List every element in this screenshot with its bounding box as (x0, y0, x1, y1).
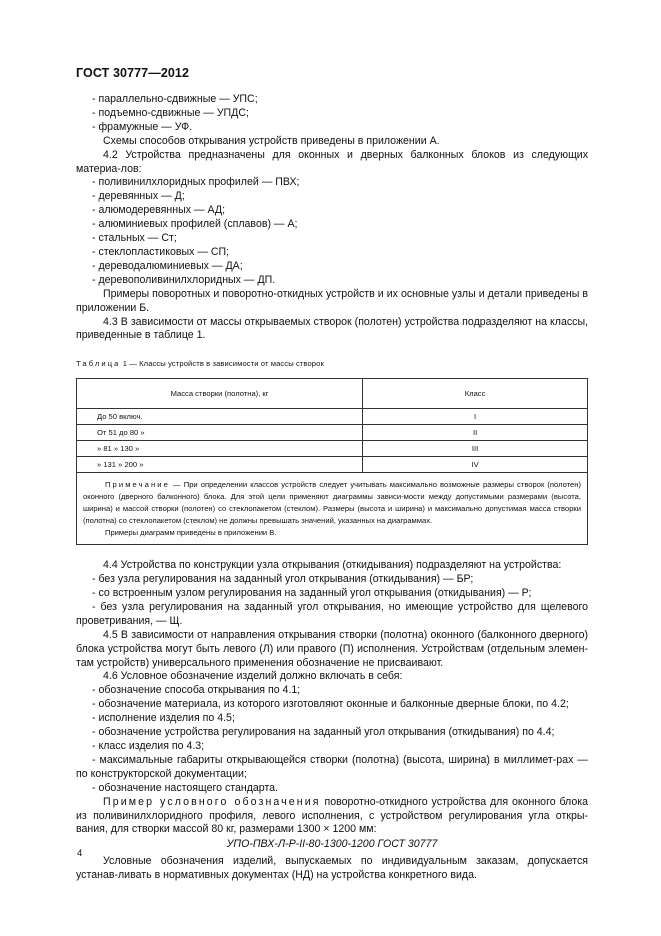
cell-mass: » 131 » 200 » (77, 457, 363, 473)
list-item: - обозначение настоящего стандарта. (92, 781, 279, 794)
note-label: Примечание (105, 480, 170, 490)
list-item: - без узла регулирования на заданный угол открывания, но имеющие устройство для щелевого проветривания, — Щ. (76, 600, 588, 627)
table-row (77, 457, 588, 473)
example-paragraph (76, 796, 588, 838)
document-header: ГОСТ 30777—2012 (76, 66, 190, 80)
list-item: - дереводалюминиевых — ДА; (92, 259, 243, 272)
table-caption (76, 357, 588, 371)
example-text: поворотно-откидного устройства для оконного блока из поливинилхлоридного профиля, левого исполнения, с устройством регулирования угла откры-вания, для створки массой 80 кг, размерами 1300 × 1200 мм: (76, 795, 588, 836)
cell-mass: До 50 включ. (77, 409, 363, 425)
table-header-row (77, 379, 588, 409)
list-item: - деревянных — Д; (92, 190, 185, 203)
cell-mass: » 81 » 130 » (77, 441, 363, 457)
cell-class: IV (363, 457, 588, 473)
cell-class: III (363, 441, 588, 457)
table-row (77, 441, 588, 457)
document-body (76, 93, 588, 883)
list-item: - со встроенным узлом регулирования на заданный угол открывания (откидывания) — Р; (92, 587, 532, 600)
cell-class: II (363, 425, 588, 441)
list-item: - максимальные габариты открывающейся створки (полотна) (высота, ширина) в миллимет-рах — по конструкторской документации; (76, 753, 588, 780)
note-text-2: Примеры диаграмм приведены в приложении В. (105, 528, 277, 538)
list-item: - алюмодеревянных — АД; (92, 204, 226, 217)
paragraph-examples: Примеры поворотных и поворотно-откидных устройств и их основные узлы и детали приведены в приложении Б. (76, 287, 588, 314)
list-item: - обозначение материала, из которого изготовляют оконные и балконные дверные блоки, по 4.2; (92, 698, 569, 711)
paragraph-4-6: 4.6 Условное обозначение изделий должно включать в себя: (103, 670, 403, 683)
page-number: 4 (77, 848, 83, 859)
paragraph-4-3: 4.3 В зависимости от массы открываемых створок (полотен) устройства подразделяют на классы, приведенные в таблице 1. (76, 315, 588, 342)
table-row (77, 409, 588, 425)
list-item: - фрамужные — УФ. (92, 120, 193, 133)
table-caption-text: 1 — Классы устройств в зависимости от массы створок (122, 359, 324, 369)
cell-mass: От 51 до 80 » (77, 425, 363, 441)
list-item: - обозначение способа открывания по 4.1; (92, 684, 301, 697)
example-label: Пример условного обозначения (103, 795, 321, 808)
table-note (77, 473, 588, 545)
paragraph-4-2: 4.2 Устройства предназначены для оконных и дверных балконных блоков из следующих материа-лов: (76, 148, 588, 175)
list-item: - стеклопластиковых — СП; (92, 245, 230, 258)
table-note-row (77, 473, 588, 545)
list-item: - обозначение устройства регулирования на заданный угол открывания (откидывания) по 4.4; (92, 726, 555, 739)
column-header-mass: Масса створки (полотна), кг (77, 379, 363, 409)
cell-class: I (363, 409, 588, 425)
list-item: - подъемно-сдвижные — УПДС; (92, 106, 249, 119)
list-item: - исполнение изделия по 4.5; (92, 712, 235, 725)
list-item: - параллельно-сдвижные — УПС; (92, 93, 258, 105)
list-item: - без узла регулирования на заданный угол открывания (откидывания) — БР; (92, 573, 474, 586)
list-item: - класс изделия по 4.3; (92, 740, 205, 752)
paragraph-4-4: 4.4 Устройства по конструкции узла открывания (откидывания) подразделяют на устройства: (103, 559, 562, 572)
note-text: — При определении классов устройств следует учитывать максимально возможные размеры створок (полотен) оконного (дверного балконного) блока. Для этой цели применяют диаграммы зависи-мости между допустимыми размерами (высота, ширина) и массой створки (полотен) со стеклопакетом (стеклом). Размеры (высота и ширина) и максимально допустимая масса створки (полотна) со стеклопакетом (стеклом) не должны превышать значений, указанных на диаграммах. (83, 480, 581, 526)
list-item: - алюминиевых профилей (сплавов) — А; (92, 218, 298, 231)
paragraph-4-5: 4.5 В зависимости от направления открывания створки (полотна) оконного (балконного дверного) блока устройства могут быть левого (Л) или правого (П) исполнения. Устройствам (отдельным элемен-там устройств) универсального применения обозначение не присваивают. (76, 628, 588, 669)
paragraph-schemes: Схемы способов открывания устройств приведены в приложении А. (103, 134, 440, 147)
classes-table (76, 378, 588, 545)
table-row (77, 425, 588, 441)
list-item: - стальных — Ст; (92, 232, 177, 245)
designation-example: УПО-ПВХ-Л-Р-II-80-1300-1200 ГОСТ 30777 (226, 838, 438, 851)
column-header-class: Класс (363, 379, 588, 409)
list-item: - деревополивинилхлоридных — ДП. (92, 273, 276, 286)
table-caption-label: Таблица (76, 359, 121, 369)
paragraph-final: Условные обозначения изделий, выпускаемых по индивидуальным заказам, допускается устанав-ливать в нормативных документах (НД) на устройства конкретного вида. (76, 855, 588, 882)
list-item: - поливинилхлоридных профилей — ПВХ; (92, 176, 300, 189)
